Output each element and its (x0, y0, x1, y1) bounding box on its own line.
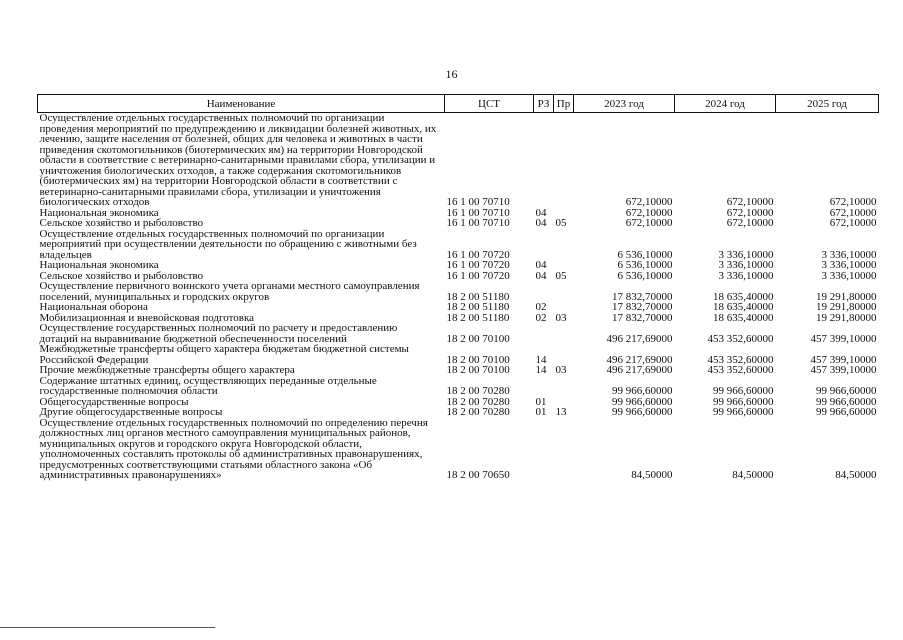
cell-2023: 99 966,60000 (612, 406, 673, 418)
header-cst: ЦСТ (445, 95, 534, 113)
cell-pr (554, 302, 574, 313)
cell-2023: 496 217,69000 (606, 353, 673, 366)
cell-name: Межбюджетные трансферты общего характера бюджетам бюджетной системы Российской Федерации (39, 343, 409, 366)
cell-rz: 14 (535, 353, 547, 366)
cell-cst: 16 1 00 70710 (446, 206, 510, 219)
cell-rz: 04 (535, 269, 547, 282)
cell-cst: 18 2 00 51180 (446, 290, 510, 303)
cell-2023: 672,10000 (625, 206, 673, 219)
table-row (38, 344, 879, 365)
cell-cst: 18 2 00 70280 (446, 406, 510, 418)
cell-2024: 3 336,10000 (718, 259, 774, 271)
cell-2025: 3 336,10000 (821, 248, 877, 261)
cell-2023: 99 966,60000 (612, 395, 673, 408)
cell-rz: 01 (535, 406, 547, 418)
cell-name: Сельское хозяйство и рыболовство (39, 269, 204, 282)
table-row (38, 376, 879, 397)
table-row (38, 281, 879, 302)
cell-name: Общегосударственные вопросы (39, 395, 189, 408)
cell-2023: 496 217,69000 (606, 332, 673, 345)
cell-pr (554, 260, 574, 271)
cell-pr: 05 (555, 269, 567, 282)
table-row (38, 365, 879, 376)
cell-2025: 672,10000 (829, 196, 877, 208)
cell-2025: 3 336,10000 (821, 259, 877, 271)
cell-name: Осуществление отдельных государственных полномочий по организации проведения мероприятий по предупреждению и ликвидации болезней животных, их лечению, защите населения от болезней, общих для человека и животных в части приведения скотомогильников (биотермических ям) на территории Новгородской области в соответствие с ветеринарно-санитарными правилами сбора, утилизации и уничтожения биологических отходов, а также содержания скотомогильников (биотермических ям) на территории Новгородской области в соответствии с ветеринарно-санитарными правилами сбора, утилизации и уничтожения биологических отходов (39, 112, 437, 208)
table-header-row (38, 95, 879, 113)
table-row (38, 229, 879, 261)
cell-pr: 13 (555, 406, 567, 418)
cell-pr: 03 (555, 311, 567, 324)
cell-rz (534, 323, 554, 344)
cell-pr (554, 113, 574, 208)
cell-pr (554, 281, 574, 302)
cell-rz: 04 (535, 259, 547, 271)
cell-2025: 99 966,60000 (816, 406, 877, 418)
cell-cst: 16 1 00 70720 (446, 269, 510, 282)
cell-pr: 03 (555, 364, 567, 376)
footnote-divider (0, 627, 215, 628)
cell-cst: 18 2 00 70100 (446, 332, 510, 345)
cell-2023: 672,10000 (625, 217, 673, 229)
cell-2023: 17 832,70000 (612, 290, 673, 303)
cell-pr (554, 323, 574, 344)
table-row (38, 260, 879, 271)
cell-cst: 16 1 00 70710 (446, 196, 510, 208)
cell-cst: 18 2 00 70280 (446, 385, 510, 397)
cell-2025: 19 291,80000 (816, 301, 877, 313)
cell-cst: 18 2 00 70100 (446, 364, 510, 376)
cell-2024: 18 635,40000 (713, 301, 774, 313)
cell-2023: 6 536,10000 (617, 269, 673, 282)
cell-name: Другие общегосударственные вопросы (39, 406, 223, 418)
cell-cst: 18 2 00 51180 (446, 311, 510, 324)
cell-2024: 99 966,60000 (713, 406, 774, 418)
header-pr: Пр (554, 95, 574, 113)
cell-rz: 02 (535, 301, 547, 313)
cell-2023: 99 966,60000 (612, 385, 673, 397)
cell-rz (534, 418, 554, 481)
cell-2023: 84,50000 (631, 469, 673, 481)
cell-cst: 16 1 00 70720 (446, 259, 510, 271)
cell-name: Осуществление отдельных государственных полномочий по организации мероприятий при осуществлении деятельности по обращению с животными без владельцев (39, 227, 417, 261)
cell-pr (554, 344, 574, 365)
cell-2025: 457 399,10000 (810, 332, 877, 345)
cell-2025: 84,50000 (835, 469, 877, 481)
cell-rz (534, 376, 554, 397)
cell-name: Осуществление первичного воинского учета органами местного самоуправления поселений, муниципальных и городских округов (39, 280, 420, 303)
cell-2024: 453 352,60000 (707, 364, 774, 376)
cell-2023: 6 536,10000 (617, 259, 673, 271)
cell-name: Осуществление государственных полномочий по расчету и предоставлению дотаций на выравнивание бюджетной обеспеченности поселений (39, 322, 398, 345)
cell-2024: 84,50000 (732, 469, 774, 481)
cell-name: Содержание штатных единиц, осуществляющих переданные отдельные государственные полномочия области (39, 374, 377, 397)
header-2023: 2023 год (574, 95, 675, 113)
cell-cst: 18 2 00 70650 (446, 469, 510, 481)
cell-rz: 02 (535, 311, 547, 324)
cell-2025: 457 399,10000 (810, 364, 877, 376)
budget-table (37, 94, 879, 481)
cell-2023: 672,10000 (625, 196, 673, 208)
cell-2024: 3 336,10000 (718, 248, 774, 261)
page-number: 16 (445, 67, 458, 81)
header-2025: 2025 год (776, 95, 879, 113)
table-row (38, 302, 879, 313)
cell-2025: 19 291,80000 (816, 290, 877, 303)
table-row (38, 418, 879, 481)
cell-rz: 01 (535, 395, 547, 408)
cell-2025: 457 399,10000 (810, 353, 877, 366)
table-row (38, 113, 879, 208)
cell-cst: 18 2 00 70280 (446, 395, 510, 408)
cell-cst: 18 2 00 51180 (446, 301, 510, 313)
cell-2025: 19 291,80000 (816, 311, 877, 324)
table-row (38, 218, 879, 229)
cell-rz (534, 281, 554, 302)
table-body (38, 113, 879, 481)
cell-2024: 99 966,60000 (713, 395, 774, 408)
cell-2024: 18 635,40000 (713, 290, 774, 303)
header-rz: РЗ (534, 95, 554, 113)
cell-name: Национальная экономика (39, 206, 159, 219)
cell-2024: 453 352,60000 (707, 353, 774, 366)
header-2024: 2024 год (675, 95, 776, 113)
cell-2023: 6 536,10000 (617, 248, 673, 261)
cell-2025: 99 966,60000 (816, 385, 877, 397)
cell-2024: 453 352,60000 (707, 332, 774, 345)
cell-2025: 3 336,10000 (821, 269, 877, 282)
cell-cst: 16 1 00 70720 (446, 248, 510, 261)
cell-rz: 04 (535, 206, 547, 219)
cell-cst: 18 2 00 70100 (446, 353, 510, 366)
header-name: Наименование (38, 95, 445, 113)
cell-2025: 672,10000 (829, 206, 877, 219)
cell-2024: 672,10000 (726, 217, 774, 229)
cell-2025: 672,10000 (829, 217, 877, 229)
cell-2024: 672,10000 (726, 206, 774, 219)
cell-name: Сельское хозяйство и рыболовство (39, 217, 204, 229)
cell-pr: 05 (555, 217, 567, 229)
cell-2024: 672,10000 (726, 196, 774, 208)
cell-rz (534, 229, 554, 261)
cell-pr (554, 418, 574, 481)
cell-2023: 496 217,69000 (606, 364, 673, 376)
cell-pr (554, 229, 574, 261)
cell-2023: 17 832,70000 (612, 301, 673, 313)
cell-name: Национальная экономика (39, 259, 159, 271)
cell-name: Прочие межбюджетные трансферты общего характера (39, 364, 295, 376)
cell-rz: 14 (535, 364, 547, 376)
cell-2024: 3 336,10000 (718, 269, 774, 282)
cell-2024: 99 966,60000 (713, 385, 774, 397)
cell-2023: 17 832,70000 (612, 311, 673, 324)
cell-cst: 16 1 00 70710 (446, 217, 510, 229)
cell-rz (534, 113, 554, 208)
cell-rz: 04 (535, 217, 547, 229)
cell-2024: 18 635,40000 (713, 311, 774, 324)
cell-name: Мобилизационная и вневойсковая подготовка (39, 311, 255, 324)
cell-pr (554, 376, 574, 397)
cell-name: Национальная оборона (39, 301, 148, 313)
table-row (38, 323, 879, 344)
table-row (38, 407, 879, 418)
cell-2025: 99 966,60000 (816, 395, 877, 408)
cell-name: Осуществление отдельных государственных полномочий по определению перечня должностных лиц органов местного самоуправления муниципальных районов, муниципальных округов и городского округа Новгородской области, уполномоченных составлять протоколы об административных правонарушениях, предусмотренных соответствующими статьями областного закона «Об административных правонарушениях» (39, 416, 428, 481)
